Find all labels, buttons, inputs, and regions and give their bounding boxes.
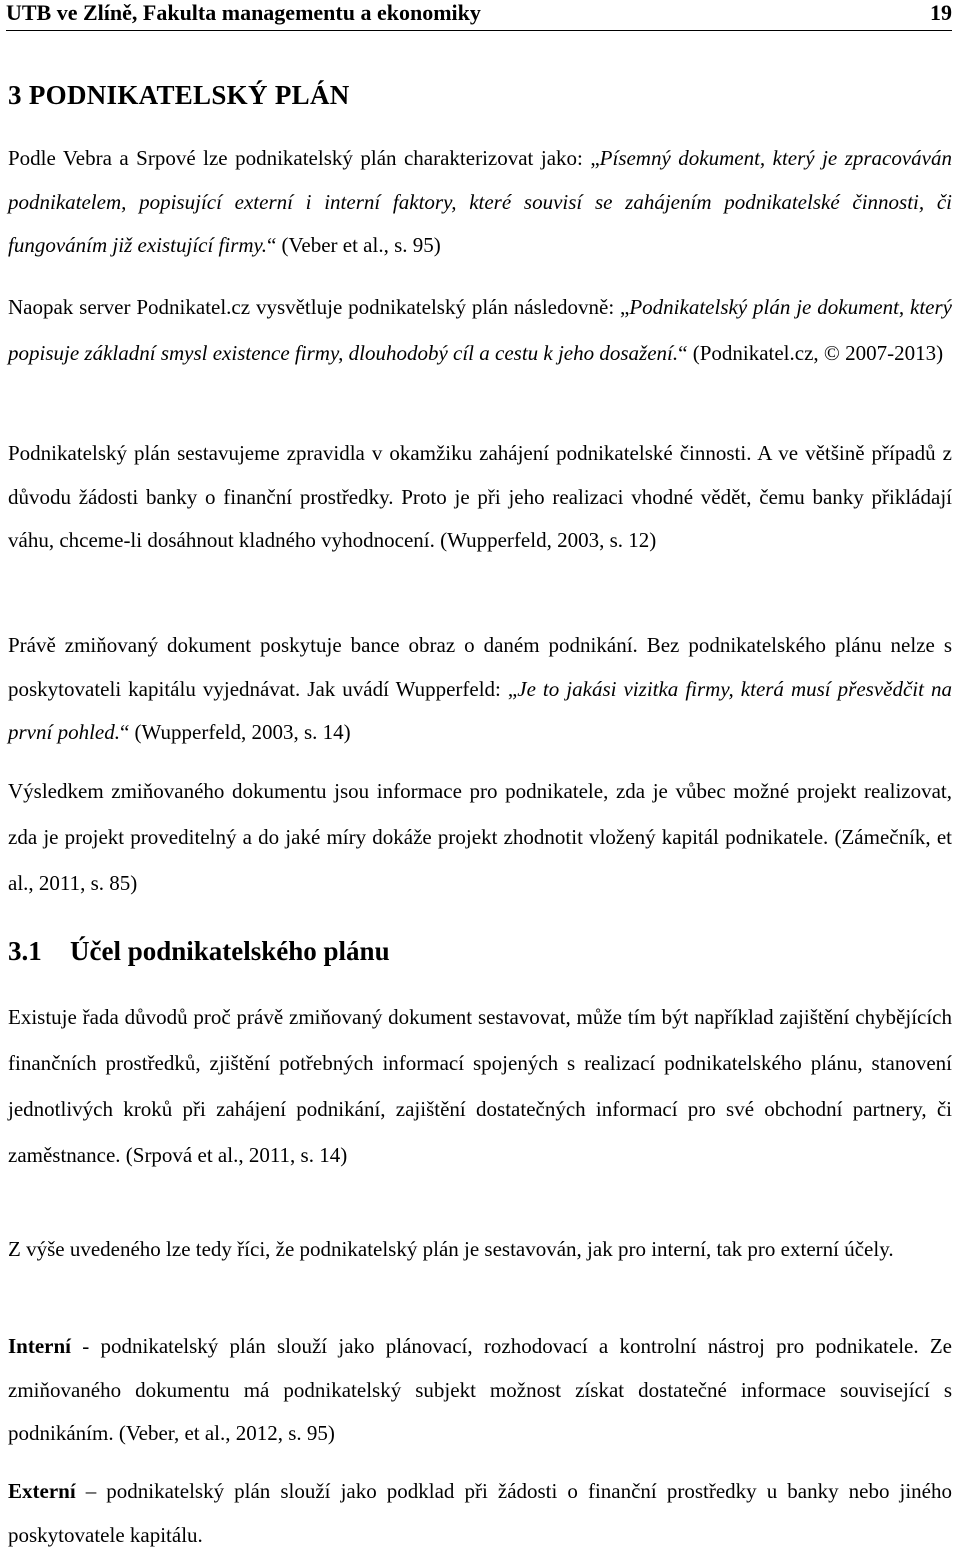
paragraph-4 xyxy=(8,624,952,755)
paragraph-8 xyxy=(8,1325,952,1456)
section-heading xyxy=(8,936,390,967)
p9-term: Externí xyxy=(8,1479,76,1503)
p4-text-a: Právě zmiňovaný dokument poskytuje bance obraz o daném podnikání. Bez podnikatelského plánu nelze s poskytovateli kapitálu vyjednávat. Jak uvádí Wupperfeld: „ xyxy=(8,633,952,701)
p1-text-a: Podle Vebra a Srpové lze podnikatelský plán charakterizovat jako: „ xyxy=(8,146,600,170)
section-number: 3.1 xyxy=(8,936,42,966)
p9-text: – podnikatelský plán slouží jako podklad při žádosti o finanční prostředky u banky nebo jiného poskytovatele kapitálu. xyxy=(8,1479,952,1547)
p4-quote: Je to jakási vizitka firmy, která musí přesvědčit na první pohled. xyxy=(8,676,953,744)
paragraph-6: Existuje řada důvodů proč právě zmiňovaný dokument sestavovat, může tím být například zajištění chybějících finančních prostředků, zjištění potřebných informací spojených s realizací podnikatelského plánu, stanovení jednotlivých kroků při zahájení podnikání, zajištění dostatečných informací pro své obchodní partnery, či zaměstnance. (Srpová et al., 2011, s. 14) xyxy=(8,1005,952,1167)
page-number: 19 xyxy=(930,0,952,25)
paragraph-1 xyxy=(8,137,952,268)
paragraph-5: Výsledkem zmiňovaného dokumentu jsou informace pro podnikatele, zda je vůbec možné projekt realizovat, zda je projekt proveditelný a do jaké míry dokáže projekt zhodnotit vložený kapitál podnikatele. (Zámečník, et al., 2011, s. 85) xyxy=(8,779,952,895)
p4-text-b: “ (Wupperfeld, 2003, s. 14) xyxy=(119,720,351,744)
page-header xyxy=(6,0,952,31)
p8-term: Interní xyxy=(8,1334,71,1358)
header-title: UTB ve Zlíně, Fakulta managementu a ekonomiky xyxy=(6,0,481,25)
p2-text-b: “ (Podnikatel.cz, © 2007-2013) xyxy=(678,341,944,365)
paragraph-2 xyxy=(8,284,952,376)
p2-quote: Podnikatelský plán je dokument, který popisuje základní smysl existence firmy, dlouhodobý cíl a cestu k jeho dosažení. xyxy=(8,295,952,365)
p1-quote: Písemný dokument, který je zpracováván podnikatelem, popisující externí i interní faktory, které souvisí se zahájením podnikatelské činnosti, či fungováním již existující firmy. xyxy=(8,146,953,257)
p8-text: - podnikatelský plán slouží jako plánovací, rozhodovací a kontrolní nástroj pro podnikatele. Ze zmiňovaného dokumentu má podnikatelský subjekt možnost získat dostatečné informace související s podnikáním. (Veber, et al., 2012, s. 95) xyxy=(8,1334,952,1445)
p1-text-b: “ (Veber et al., s. 95) xyxy=(266,233,441,257)
paragraph-3: Podnikatelský plán sestavujeme zpravidla v okamžiku zahájení podnikatelské činnosti. A ve většině případů z důvodu žádosti banky o finanční prostředky. Proto je při jeho realizaci vhodné vědět, čemu banky přikládají váhu, chceme-li dosáhnout kladného vyhodnocení. (Wupperfeld, 2003, s. 12) xyxy=(8,441,952,552)
section-title: Účel podnikatelského plánu xyxy=(70,936,390,966)
paragraph-9 xyxy=(8,1470,952,1557)
chapter-title: 3 PODNIKATELSKÝ PLÁN xyxy=(8,80,350,110)
p2-text-a: Naopak server Podnikatel.cz vysvětluje podnikatelský plán následovně: „ xyxy=(8,295,630,319)
paragraph-7: Z výše uvedeného lze tedy říci, že podnikatelský plán je sestavován, jak pro interní, tak pro externí účely. xyxy=(8,1237,894,1261)
